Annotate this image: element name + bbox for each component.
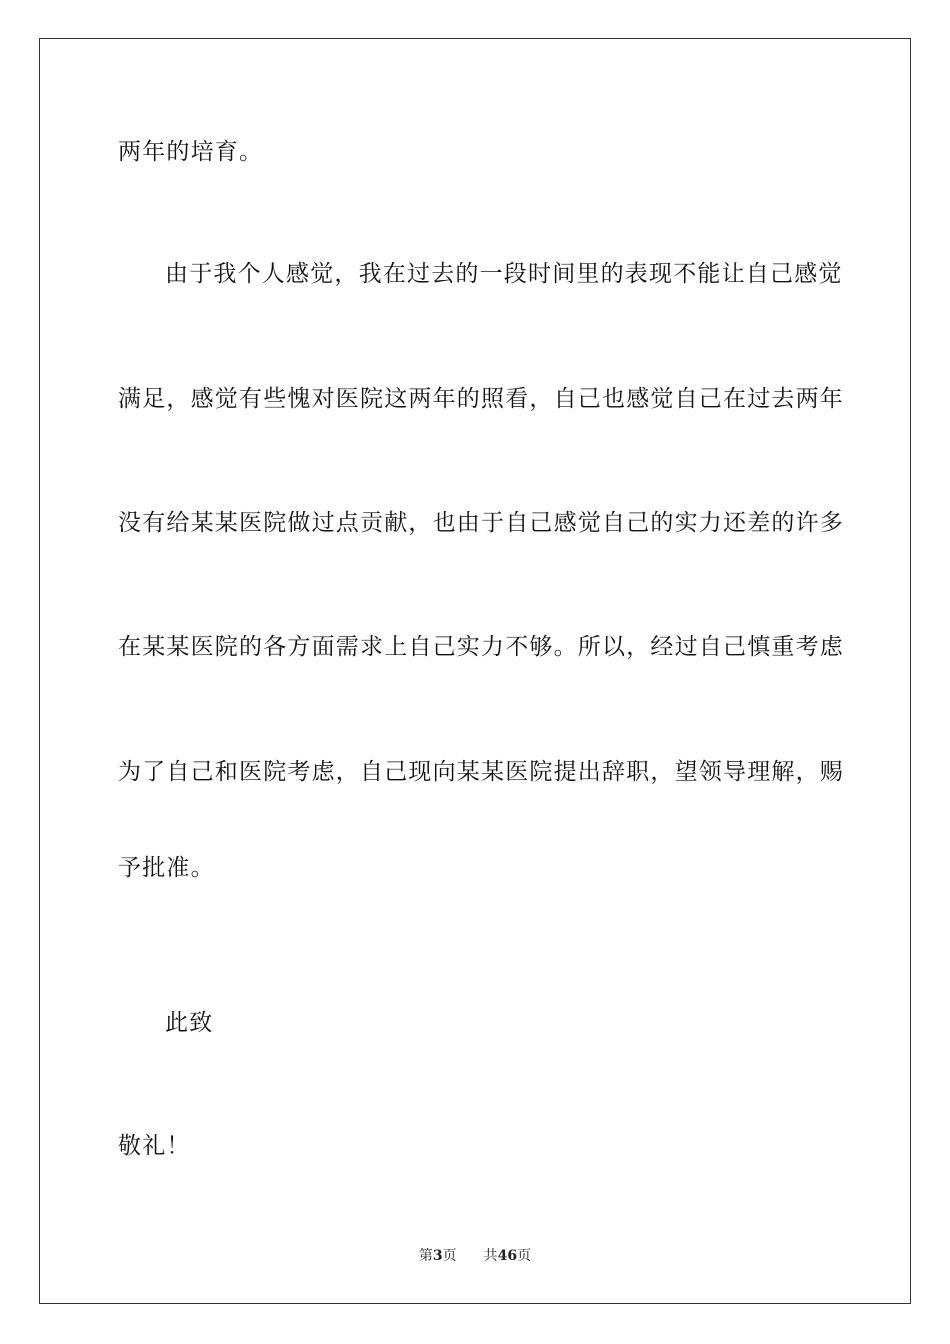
total-suffix: 页 bbox=[517, 1248, 532, 1264]
total-prefix: 共 bbox=[483, 1248, 498, 1264]
total-page-count: 46 bbox=[497, 1248, 518, 1264]
text-line-7: 予批准。 bbox=[118, 855, 215, 881]
page-footer bbox=[0, 1246, 950, 1266]
page-prefix: 第 bbox=[418, 1248, 433, 1264]
text-line-3: 满足，感觉有些愧对医院这两年的照看，自己也感觉自己在过去两年 bbox=[118, 386, 844, 412]
page-border bbox=[39, 38, 911, 1304]
closing-regards: 敬礼！ bbox=[118, 1133, 191, 1159]
closing-salutation: 此致 bbox=[165, 1010, 214, 1036]
text-line-1: 两年的培育。 bbox=[118, 139, 264, 165]
text-line-5: 在某某医院的各方面需求上自己实力不够。所以，经过自己慎重考虑 bbox=[118, 634, 844, 660]
page-suffix: 页 bbox=[442, 1248, 457, 1264]
text-line-6: 为了自己和医院考虑，自己现向某某医院提出辞职，望领导理解，赐 bbox=[118, 759, 844, 785]
text-line-2: 由于我个人感觉，我在过去的一段时间里的表现不能让自己感觉 bbox=[165, 261, 843, 287]
current-page-number: 3 bbox=[432, 1248, 443, 1264]
text-line-4: 没有给某某医院做过点贡献，也由于自己感觉自己的实力还差的许多 bbox=[118, 510, 844, 536]
